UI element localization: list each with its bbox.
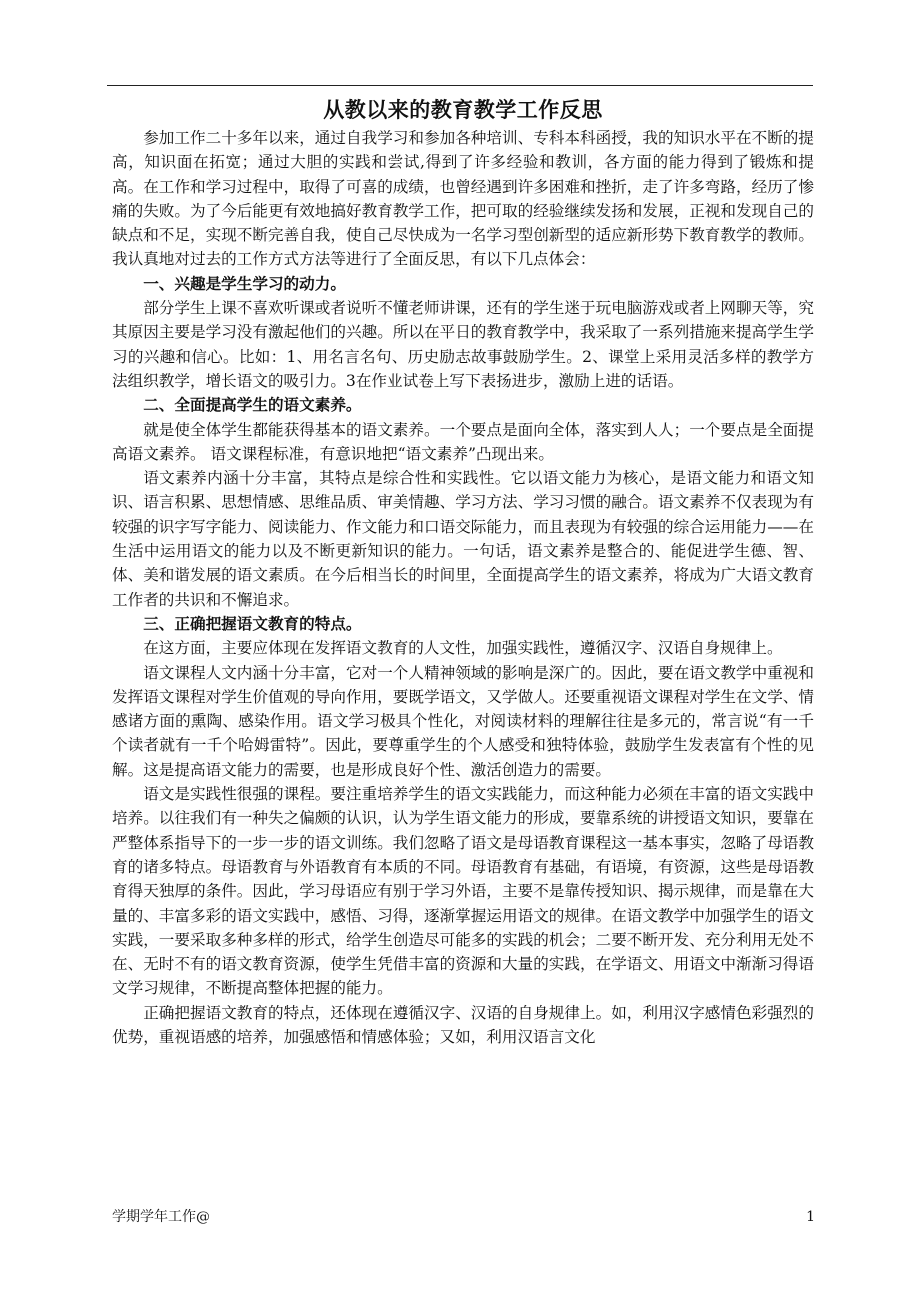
paragraph: 语文素养内涵十分丰富，其特点是综合性和实践性。它以语文能力为核心，是语文能力和语文知识、语言积累、思想情感、思维品质、审美情趣、学习方法、学习习惯的融合。语文素养不仅表现为有较强的识字写字能力、阅读能力、作文能力和口语交际能力，而且表现为有较强的综合运用能力——在生活中运用语文的能力以及不断更新知识的能力。一句话，语文素养是整合的、能促进学生德、智、体、美和谐发展的语文素质。在今后相当长的时间里，全面提高学生的语文素养，将成为广大语文教育工作者的共识和不懈追求。 xyxy=(112,469,814,609)
section-heading-1: 一、兴趣是学生学习的动力。 xyxy=(143,273,346,293)
document-body xyxy=(112,94,814,1049)
paragraph: 语文是实践性很强的课程。要注重培养学生的语文实践能力，而这种能力必须在丰富的语文实践中培养。以往我们有一种失之偏颇的认识，认为学生语文能力的形成，要靠系统的讲授语文知识，要靠在严整体系指导下的一步一步的语文训练。我们忽略了语文是母语教育课程这一基本事实，忽略了母语教育的诸多特点。母语教育与外语教育有本质的不同。母语教育有基础，有语境，有资源，这些是母语教育得天独厚的条件。因此，学习母语应有别于学习外语，主要不是靠传授知识、揭示规律，而是靠在大量的、丰富多彩的语文实践中，感悟、习得，逐渐掌握运用语文的规律。在语文教学中加强学生的语文实践，一要采取多种多样的形式，给学生创造尽可能多的实践的机会；二要不断开发、充分利用无处不在、无时不有的语文教育资源，使学生凭借丰富的资源和大量的实践，在学语文、用语文中渐渐习得语文学习规律，不断提高整体把握的能力。 xyxy=(112,785,814,998)
paragraph: 语文课程人文内涵十分丰富，它对一个人精神领域的影响是深广的。因此，要在语文教学中重视和发挥语文课程对学生价值观的导向作用，要既学语文，又学做人。还要重视语文课程对学生在文学、情感诸方面的熏陶、感染作用。语文学习极具个性化，对阅读材料的理解往往是多元的，常言说“有一千个读者就有一千个哈姆雷特”。因此，要尊重学生的个人感受和独特体验，鼓励学生发表富有个性的见解。这是提高语文能力的需要，也是形成良好个性、激活创造力的需要。 xyxy=(112,663,814,779)
header-rule xyxy=(107,85,813,86)
page-number: 1 xyxy=(806,1209,815,1225)
paragraph-intro: 参加工作二十多年以来，通过自我学习和参加各种培训、专科本科函授，我的知识水平在不断的提高，知识面在拓宽；通过大胆的实践和尝试,得到了许多经验和教训，各方面的能力得到了锻炼和提高。在工作和学习过程中，取得了可喜的成绩，也曾经遇到许多困难和挫折，走了许多弯路，经历了惨痛的失败。为了今后能更有效地搞好教育教学工作，把可取的经验继续发扬和发展，正视和发现自己的缺点和不足，实现不断完善自我，使自己尽快成为一名学习型创新型的适应新形势下教育教学的教师。我认真地对过去的工作方式方法等进行了全面反思，有以下几点体会： xyxy=(112,129,814,269)
section-heading-2: 二、全面提高学生的语文素养。 xyxy=(143,395,362,415)
paragraph: 部分学生上课不喜欢听课或者说听不懂老师讲课，还有的学生迷于玩电脑游戏或者上网聊天等，究其原因主要是学习没有激起他们的兴趣。所以在平日的教育教学中，我采取了一系列措施来提高学生学习的兴趣和信心。比如：1、用名言名句、历史励志故事鼓励学生。2、课堂上采用灵活多样的教学方法组织教学，增长语文的吸引力。3在作业试卷上写下表扬进步，激励上进的话语。 xyxy=(112,299,814,390)
paragraph: 正确把握语文教育的特点，还体现在遵循汉字、汉语的自身规律上。如，利用汉字感情色彩强烈的优势，重视语感的培养，加强感悟和情感体验；又如，利用汉语言文化 xyxy=(112,1003,814,1046)
document-title: 从教以来的教育教学工作反思 xyxy=(323,97,603,122)
section-heading-3: 三、正确把握语文教育的特点。 xyxy=(143,613,362,633)
paragraph: 就是使全体学生都能获得基本的语文素养。一个要点是面向全体，落实到人人；一个要点是全面提高语文素养。 语文课程标准，有意识地把“语文素养”凸现出来。 xyxy=(112,420,814,463)
footer-text: 学期学年工作@ xyxy=(112,1209,210,1225)
paragraph: 在这方面，主要应体现在发挥语文教育的人文性，加强实践性，遵循汉字、汉语自身规律上。 xyxy=(143,639,783,658)
